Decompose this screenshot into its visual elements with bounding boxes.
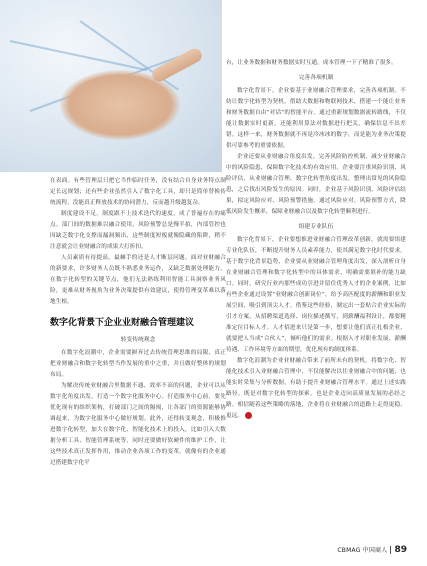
body-paragraph: 数字化背景下，企业要基于业财融合管理要求，完善各项机制。不妨让数字化转型为契机，借助大数据和物联网技术，搭建一个能让业务和财务数据自由“对话”的智能平台。通过重新规划数据流转路线，不仅能让数据实时更新，还能利用算法对数据进行把关，确保信息不出差错。这样一来，财务数据就不再是冷冰冰的数字，而是能为业务决策提供可靠参考的重要依据。 bbox=[226, 88, 406, 149]
body-paragraph: 数字化背景下，企业要想推进业财融合管理改革创新，就需要组建专业化队伍，不断提升财务人员素养能力，使其满足数字化时代要求。基于数字化背景趋势，企业要从业财融合管理角度出发，深入剖析自身在业财融合管理和数字化转型中的具体需求，明确需要填补的能力缺口。同时，研究行业内那些成功引进并留住优秀人才的企业案例，比如有些企业通过设置“业财融合创新岗位”，给予高匹配度的薪酬和职业发展空间，吸引到顶尖人才。借鉴这些经验，制定出一套贴合企业实际的引才方案，从招聘渠道选择、岗位描述撰写，到薪酬福利设计，都要精准定位目标人才。人才招进来只是第一步，想要让他们真正扎根企业，就要把人当成“合伙人”，倾听他们的需求。根据人才对职业发展、薪酬待遇、工作环境等方面的期望，优化现有的制度体系。 bbox=[226, 237, 406, 353]
network-line bbox=[10, 40, 147, 71]
page-number: 89 bbox=[394, 545, 407, 555]
body-paragraph: 台，让业务数据和财务数据实时互通，成本管理一下子精准了很多。 bbox=[226, 60, 397, 66]
hero-illustration bbox=[0, 0, 222, 172]
body-paragraph: 在表面。有些管理层只把它当作临时任务，没有结合自身业务特点制定长远规划；还有些企业虽然引入了数字化工具，却只是简单替换传统流程，没能真正释放技术的协同潜力，反而越升级越复杂。 bbox=[50, 178, 226, 206]
section-title: 数字化背景下企业业财融合管理建议 bbox=[50, 318, 195, 328]
body-paragraph: 在数字化浪潮中，企业需要摒弃过去传统管理思维的局限，真正把业财融合和数字化转型当作发展的重中之重，并且做好整体的规划布局。 bbox=[50, 350, 226, 378]
closing-text: 数字化浪潮为企业业财融合带来了前所未有的契机。将数字化、智能化技术引入业财融合管理中，不仅能解决以往业财融合中的问题，也能实时采集与分析数据，有助于提升业财融合管理水平。通过上述实践路径，既是对数字化转型的探索，也是企业迈向高质量发展的必经之路。相信随着这些策略的落地，企业将在业财融合的道路上走得更稳、更远。 bbox=[226, 358, 406, 419]
subsection-title: 完善各项机制 bbox=[298, 75, 334, 81]
body-paragraph: 企业还要从业财融合角度出发，完善风险防控机制，减少业财融合中的风险隐患，保障数字化技术的有效应用。企业要注重风险识别、风险评估，从业财融合管理、数字化转型角度出发，整理出常见的风险隐患，之后找出风险发生的原因。同时，企业基于风险识别、风险评估结果，拟定风险应对、风险预警措施，通过风险应对、风险预警方式，降低风险发生概率，保障业财融合以及数字化转型顺利进行。 bbox=[226, 154, 406, 215]
end-mark-icon: N bbox=[245, 412, 252, 419]
body-paragraph: 人员素质有待提高。最棘手的还是人才断层问题。面对业财融合的新要求，许多财务人员既不熟悉业务运作，又缺乏数据处理能力。在数字化转型的关键节点，他们无法熟练利用智能工具洞察业务风险，更难从财务视角为业务决策提供有效建议，使得管理变革难以落地生根。 bbox=[50, 255, 226, 305]
body-paragraph: 制度建设不足。制度跟不上技术迭代的速度，成了普遍存在的痛点。部门间的数据难以融合使用，风险预警总是慢半拍，内部管控也因缺乏数字化支撑而漏洞频出，这些制度短板就像隐藏的陷阱，稍不注意就会让业财融合的成果大打折扣。 bbox=[50, 211, 226, 250]
page-footer bbox=[337, 545, 407, 555]
subsection-title: 转变传统观念 bbox=[120, 337, 156, 343]
body-paragraph bbox=[226, 356, 406, 422]
subsection-title: 组建专业队伍 bbox=[298, 224, 334, 230]
left-column bbox=[50, 176, 226, 469]
magazine-brand: CBMAG 中国商人 bbox=[337, 547, 388, 554]
body-paragraph: 为解决传统业财融合里数据不通、效率不高的问题，企业可以从数字化角度出发，打造一个数字化服务中心。打造服务中心前，要先优化现有的组织架构，打破部门之间的隔阂，让各部门的资源能够协调起来，为数字化服务中心做好规划。此外，还得转变观念，积极推进数字化转型，加大在数字化、智能化技术上的投入，比如引入大数据分析工具、智能管理系统等，同时还要做好软硬件的维护工作，让这些技术真正发挥作用，推动企业各项工作的变革。就像有的企业通过搭建数字化平 bbox=[50, 383, 226, 466]
right-column bbox=[226, 58, 406, 422]
footer-divider bbox=[390, 546, 391, 554]
